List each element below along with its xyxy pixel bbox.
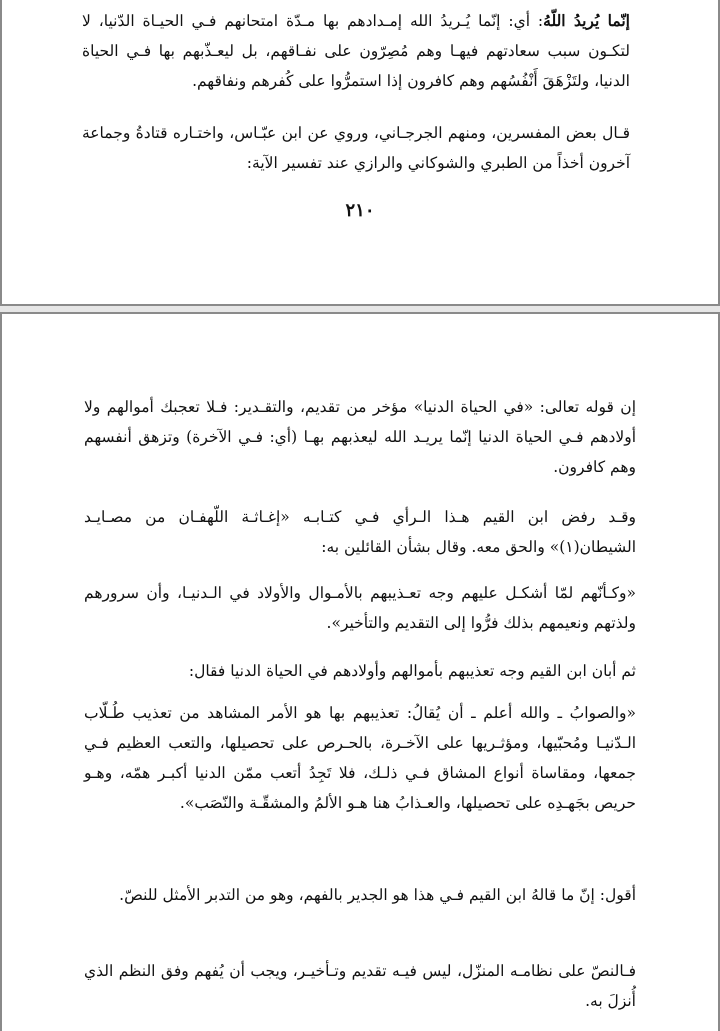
top-paragraph-2: قـال بعض المفسرين، ومنهم الجرجـاني، وروي عن ابن عبّـاس، واختـاره قتادةُ وجماعة آخرون أخذاً من الطبري والشوكاني والرازي عند تفسير الآية: xyxy=(82,124,630,172)
paragraph-5: فـالنصّ على نظامـه المنزّل، ليس فيـه تقديم وتـأخيـر، ويجب أن يُفهم وفق النظم الذي أُنزلَ به. xyxy=(84,962,636,1010)
paragraph-3: ثم أبان ابن القيم وجه تعذيبهم بأموالهم وأولادهم في الحياة الدنيا فقال: xyxy=(188,662,636,680)
top-page xyxy=(0,0,720,306)
top-paragraph-1 xyxy=(82,6,630,96)
paragraph-2: وقـد رفض ابن القيم هـذا الـرأي فـي كتـابـه «إغـاثـة اللّهفـان من مصـايـد الشيطان(١)» والحق معه. وقال بشأن القائلين به: xyxy=(84,508,636,556)
bottom-page xyxy=(0,312,720,1031)
quran-phrase: إنّما يُريدُ اللّهُ xyxy=(543,11,630,30)
page-number: ٢١٠ xyxy=(345,200,375,221)
quote-paragraph-1: «وكـأنّهم لمّا أشكـل عليهم وجه تعـذيبهم بالأمـوال والأولاد في الـدنيـا، وأن سرورهم ولذتهم ونعيمهم بذلك فرُّوا إلى التقديم والتأخير». xyxy=(84,584,636,632)
paragraph-4: أقول: إنّ ما قالهُ ابن القيم فـي هذا هو الجدير بالفهم، وهو من التدبر الأمثل للنصّ. xyxy=(119,886,636,904)
quote-paragraph-2: «والصوابُ ـ والله أعلم ـ أن يُقالُ: تعذيبهم بها هو الأمر المشاهد من تعذيب طُـلّاب الـدّنيـا ومُحبّيها، ومؤثـريها على الآخـرة، بالحـرص على تحصيلها، والتعب العظيم فـي جمعها، ومقاساة أنواع المشاق فـي ذلـك، فلا تَجِدُ أتعب ممّن الدنيا أكبـر همّه، وهـو حريص بجَهـدِه على تحصيلها، والعـذابُ هنا هـو الألمُ والمشقّـة والنّصَب». xyxy=(84,704,636,812)
paragraph-1: إن قوله تعالى: «في الحياة الدنيا» مؤخر من تقديم، والتقـدير: فـلا تعجبك أموالهم ولا أولادهم فـي الحياة الدنيا إنّما يريـد الله ليعذبهم بهـا (أي: فـي الآخرة) وتزهق أنفسهم وهم كافرون. xyxy=(84,398,636,476)
top-paragraph-1-text: : أي: إنّما يُـريدُ الله إمـدادهم بها مـدّة امتحانهم فـي الحيـاة الدّنيا، لا لتكـون سبب سعادتهم فيهـا وهم مُصِرّون على نفـاقهم، بل ليعـذّبهم بها فـي الحياة الدنيا، ولتَزْهَقَ أَنْفُسُهم وهم كافرون إذا استمرُّوا على كُفرهم ونفاقهم. xyxy=(82,12,630,90)
